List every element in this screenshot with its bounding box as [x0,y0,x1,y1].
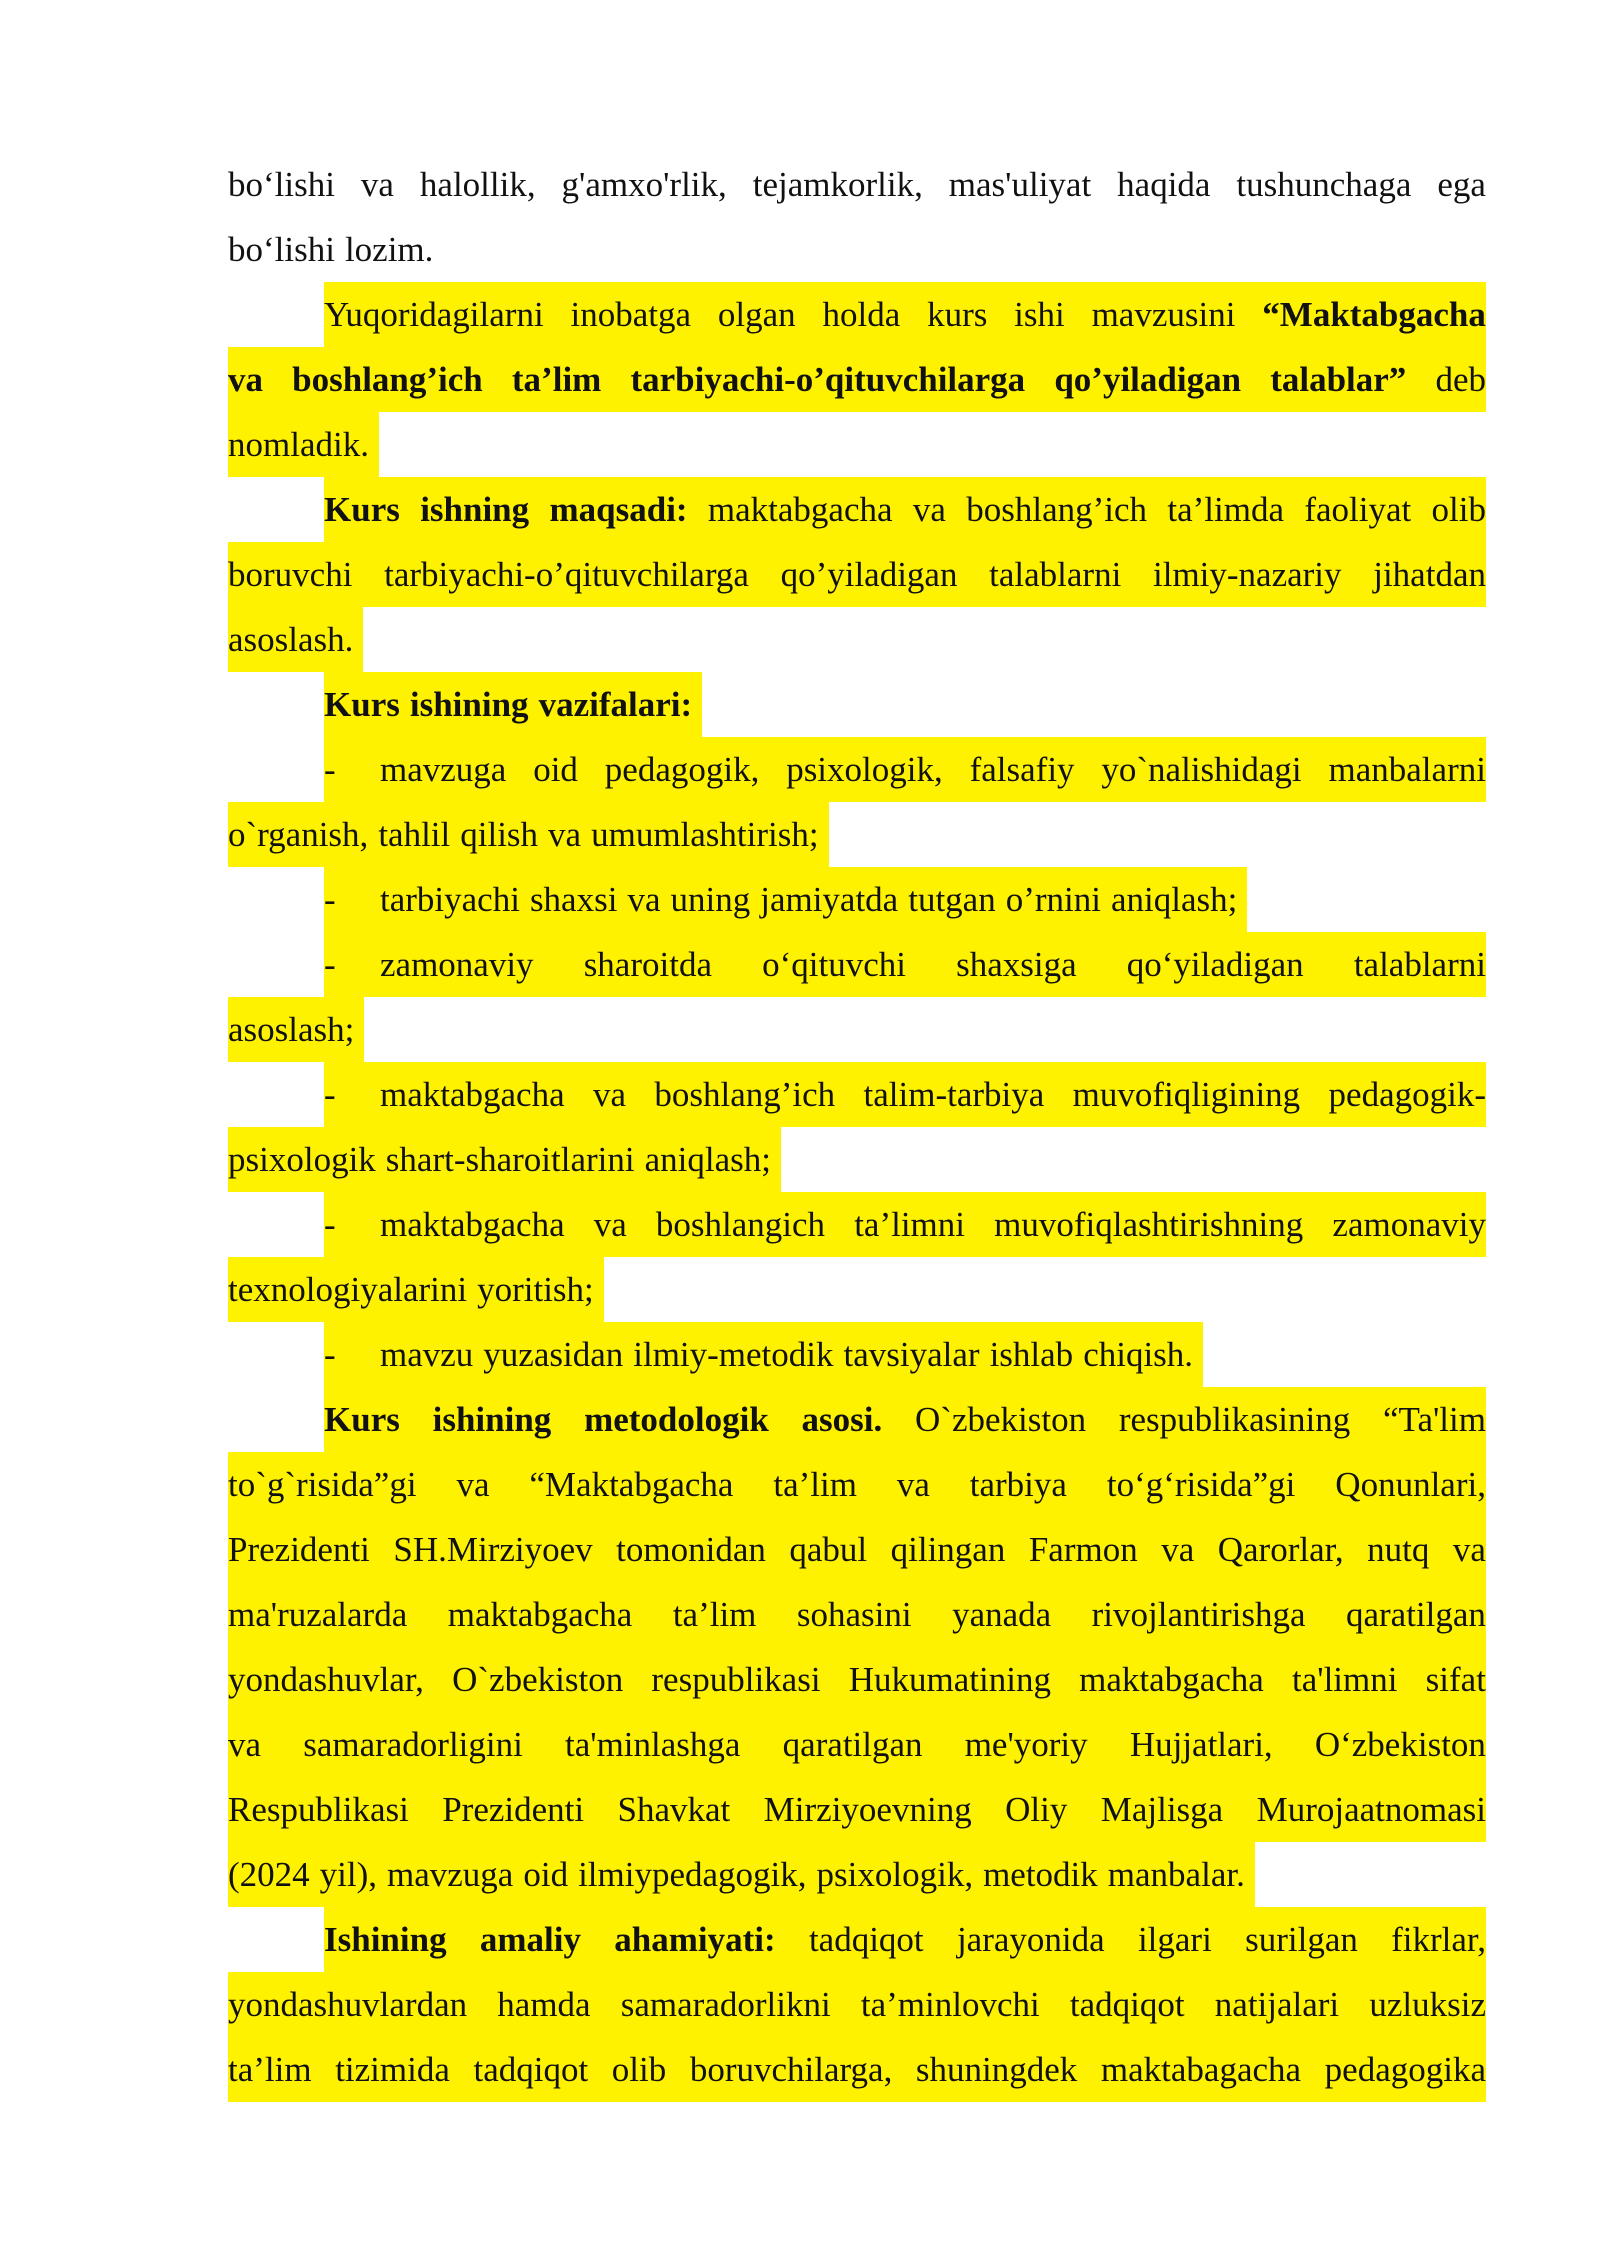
text-line [324,477,1486,542]
word: respublikasi [651,1660,821,1699]
word: o’rnini [1005,880,1101,919]
word: talablarni [989,555,1122,594]
word: va [592,1075,627,1114]
word: Shavkat [617,1790,731,1829]
word: tarbiyachi-o’qituvchilarga [630,360,1026,399]
word: boruvchi [228,555,353,594]
text-line [228,1842,1255,1907]
word: va [1452,1530,1486,1569]
word: tavsiyalar [843,1335,980,1374]
word: asosi. [801,1400,883,1439]
text-line [228,1452,1486,1517]
word: to‘g‘risida”gi [1106,1465,1296,1504]
word: ma'ruzalarda [228,1595,408,1634]
word: Hujjatlari, [1129,1725,1273,1764]
word: qilish [460,815,539,854]
word: maqsadi: [549,490,688,529]
word: boshlang’ich [292,360,483,399]
word: shaxsiga [956,945,1077,984]
word: boshlangich [655,1205,826,1244]
word: pedagogik, [604,750,760,789]
word: kurs [927,295,988,334]
word: va [627,880,661,919]
word: va [456,1465,490,1504]
word: Kurs [324,490,400,529]
word: manbalar. [1107,1855,1245,1894]
text-line [228,1582,1486,1647]
word: O`zbekiston [915,1400,1087,1439]
word: yil), [319,1855,378,1894]
word: (2024 [228,1855,310,1894]
text-line [228,1712,1486,1777]
word: Qonunlari, [1335,1465,1486,1504]
word: metodik [983,1855,1098,1894]
word: Kurs [324,685,400,724]
word: mavzuga [380,750,507,789]
word: pedagogik- [1328,1075,1486,1114]
word: ta’lim [773,1465,857,1504]
word: bo‘lishi [228,165,335,204]
text-line [324,672,702,737]
word: O‘zbekiston [1314,1725,1486,1764]
word: asoslash. [228,620,354,659]
word: yuzasidan [483,1335,624,1374]
word: amaliy [479,1920,581,1959]
word: va [896,1465,930,1504]
text-line [324,1322,1203,1387]
word: Farmon [1028,1530,1138,1569]
text-line [228,1972,1486,2037]
word: Prezidenti [442,1790,585,1829]
word: talablarni [1353,945,1486,984]
word: zamonaviy [1332,1205,1486,1244]
word: Ishining [324,1920,447,1959]
word: mavzusini [1091,295,1236,334]
word: tutgan [908,880,996,919]
text-line [324,737,1486,802]
word: va [593,1205,627,1244]
word: vazifalari: [538,685,693,724]
word: halollik, [419,165,536,204]
word: uzluksiz [1369,1985,1486,2024]
word: Qarorlar, [1217,1530,1344,1569]
word: shuningdek [915,2050,1078,2089]
list-dash: - [324,945,336,984]
word: o`rganish, [228,815,369,854]
word: to`g`risida”gi [228,1465,417,1504]
word: Mirziyoevning [763,1790,972,1829]
word: boshlang’ich [966,490,1148,529]
word: qaratilgan [1345,1595,1486,1634]
text-line [228,607,363,672]
word: uning [670,880,751,919]
word: Respublikasi [228,1790,409,1829]
word: aniqlash; [644,1140,771,1179]
text-line [228,1647,1486,1712]
word: yondashuvlardan [228,1985,468,2024]
word: olib [611,2050,667,2089]
word: mas'uliyat [948,165,1092,204]
word: va [912,490,946,529]
word: va [548,815,582,854]
word: muvofiqlashtirishning [994,1205,1304,1244]
word: “Ta'lim [1382,1400,1486,1439]
word: muvofiqligining [1072,1075,1301,1114]
word: sifat [1425,1660,1486,1699]
word: Yuqoridagilarni [324,295,544,334]
word: ilmiy-metodik [633,1335,834,1374]
word: tarbiyachi [380,880,520,919]
word: maktabgacha [1079,1660,1264,1699]
word: olgan [717,295,796,334]
word: qabul [789,1530,868,1569]
word: nomladik. [228,425,369,464]
word: inobatga [570,295,692,334]
word: haqida [1117,165,1211,204]
word: yanada [952,1595,1052,1634]
word: sharoitda [583,945,712,984]
word: asoslash; [228,1010,355,1049]
word: ta’lim [672,1595,757,1634]
word: qaratilgan [782,1725,923,1764]
word: ishlab [989,1335,1074,1374]
word: ilgari [1137,1920,1212,1959]
word: yo`nalishidagi [1101,750,1302,789]
word: pedagogika [1324,2050,1486,2089]
word: tadqiqot [808,1920,924,1959]
word: ishi [1014,295,1065,334]
word: oid [533,750,578,789]
word: rivojlantirishga [1091,1595,1306,1634]
word: ilmiypedagogik, [578,1855,807,1894]
word: jihatdan [1373,555,1486,594]
list-item-text [380,1192,1486,1257]
word: tomonidan [616,1530,766,1569]
list-item-text [380,737,1486,802]
text-line [228,152,1486,217]
word: maktabagacha [1100,2050,1302,2089]
word: jamiyatda [760,880,899,919]
word: Murojaatnomasi [1256,1790,1486,1829]
word: talablar” [1270,360,1407,399]
word: chiqish. [1083,1335,1194,1374]
word: tarbiyachi-o’qituvchilarga [384,555,749,594]
word: yoritish; [477,1270,594,1309]
text-line [228,997,364,1062]
word: qo‘yiladigan [1126,945,1304,984]
text-line [228,1517,1486,1582]
word: mavzu [380,1335,474,1374]
word: va [1161,1530,1195,1569]
text-line [228,802,829,867]
word: sohasini [796,1595,912,1634]
word: tejamkorlik, [752,165,923,204]
word: psixologik, [816,1855,974,1894]
text-line [324,282,1486,347]
word: Oliy [1005,1790,1068,1829]
word: umumlashtirish; [591,815,819,854]
text-line [324,1192,1486,1257]
word: talim-tarbiya [863,1075,1045,1114]
list-item-text [380,1062,1486,1127]
text-line [228,542,1486,607]
list-dash: - [324,1075,336,1114]
word: maktabgacha [707,490,893,529]
word: hamda [497,1985,591,2024]
word: ega [1437,165,1486,204]
word: tushunchaga [1236,165,1412,204]
word: texnologiyalarini [228,1270,468,1309]
word: ta’limda [1167,490,1284,529]
word: g'amxo'rlik, [561,165,727,204]
word: Majlisga [1100,1790,1224,1829]
word: metodologik [584,1400,769,1439]
word: tizimida [335,2050,450,2089]
word: Hukumatining [848,1660,1051,1699]
word: oid [523,1855,569,1894]
word: olib [1431,490,1486,529]
word: ahamiyati: [614,1920,776,1959]
word: tadqiqot [473,2050,589,2089]
word: nutq [1367,1530,1430,1569]
word: ishning [420,490,530,529]
word: boruvchilarga, [689,2050,893,2089]
word: yondashuvlar, [228,1660,424,1699]
word: natijalari [1214,1985,1340,2024]
word: ta’minlovchi [860,1985,1040,2024]
word: boshlang’ich [654,1075,836,1114]
word: jarayonida [956,1920,1105,1959]
word: respublikasining [1118,1400,1351,1439]
word: ishining [409,685,529,724]
word: faoliyat [1304,490,1412,529]
word: mavzuga [387,1855,514,1894]
document-page [228,152,1486,2102]
word: shaxsi [529,880,618,919]
word: ta’lim [228,2050,312,2089]
word: tadqiqot [1069,1985,1185,2024]
word: qo’yiladigan [1054,360,1242,399]
word: Prezidenti [228,1530,370,1569]
word: qo’yiladigan [780,555,958,594]
word: holda [822,295,901,334]
word: “Maktabgacha [1262,295,1486,334]
word: me'yoriy [964,1725,1088,1764]
word: maktabgacha [447,1595,633,1634]
word: ishining [432,1400,552,1439]
word: qilingan [890,1530,1006,1569]
word: fikrlar, [1391,1920,1486,1959]
list-dash: - [324,1205,336,1244]
text-line [324,867,1247,932]
word: ta’lim [511,360,602,399]
word: maktabgacha [380,1205,565,1244]
list-item-text [380,932,1486,997]
word: ilmiy-nazariy [1153,555,1342,594]
word: tahlil [378,815,451,854]
word: deb [1435,360,1486,399]
text-line [228,1777,1486,1842]
word: tarbiya [969,1465,1067,1504]
word: psixologik [228,1140,376,1179]
word: manbalarni [1328,750,1486,789]
text-line [228,1127,781,1192]
word: ta'minlashga [565,1725,741,1764]
word: “Maktabgacha [529,1465,734,1504]
text-line [228,2037,1486,2102]
word: O`zbekiston [452,1660,624,1699]
word: o‘qituvchi [762,945,906,984]
word: va [228,1725,262,1764]
word: ta'limni [1292,1660,1398,1699]
text-line [324,1387,1486,1452]
list-dash: - [324,880,336,919]
word: aniqlash; [1110,880,1238,919]
word: ta’limni [854,1205,965,1244]
word: zamonaviy [380,945,534,984]
word: SH.Mirziyoev [393,1530,593,1569]
text-line [228,347,1486,412]
word: falsafiy [969,750,1075,789]
word: va [360,165,394,204]
list-dash: - [324,750,336,789]
word: psixologik, [786,750,943,789]
word: lozim. [344,230,434,269]
text-line [228,1257,604,1322]
list-dash: - [324,1335,336,1374]
text-line [324,1907,1486,1972]
text-line [228,412,379,477]
word: maktabgacha [380,1075,565,1114]
word: samaradorlikni [620,1985,831,2024]
word: samaradorligini [303,1725,523,1764]
text-line [228,217,1486,282]
text-line [324,1062,1486,1127]
word: va [228,360,263,399]
text-line [324,932,1486,997]
word: bo‘lishi [228,230,335,269]
word: Kurs [324,1400,400,1439]
word: shart-sharoitlarini [385,1140,635,1179]
word: surilgan [1245,1920,1358,1959]
